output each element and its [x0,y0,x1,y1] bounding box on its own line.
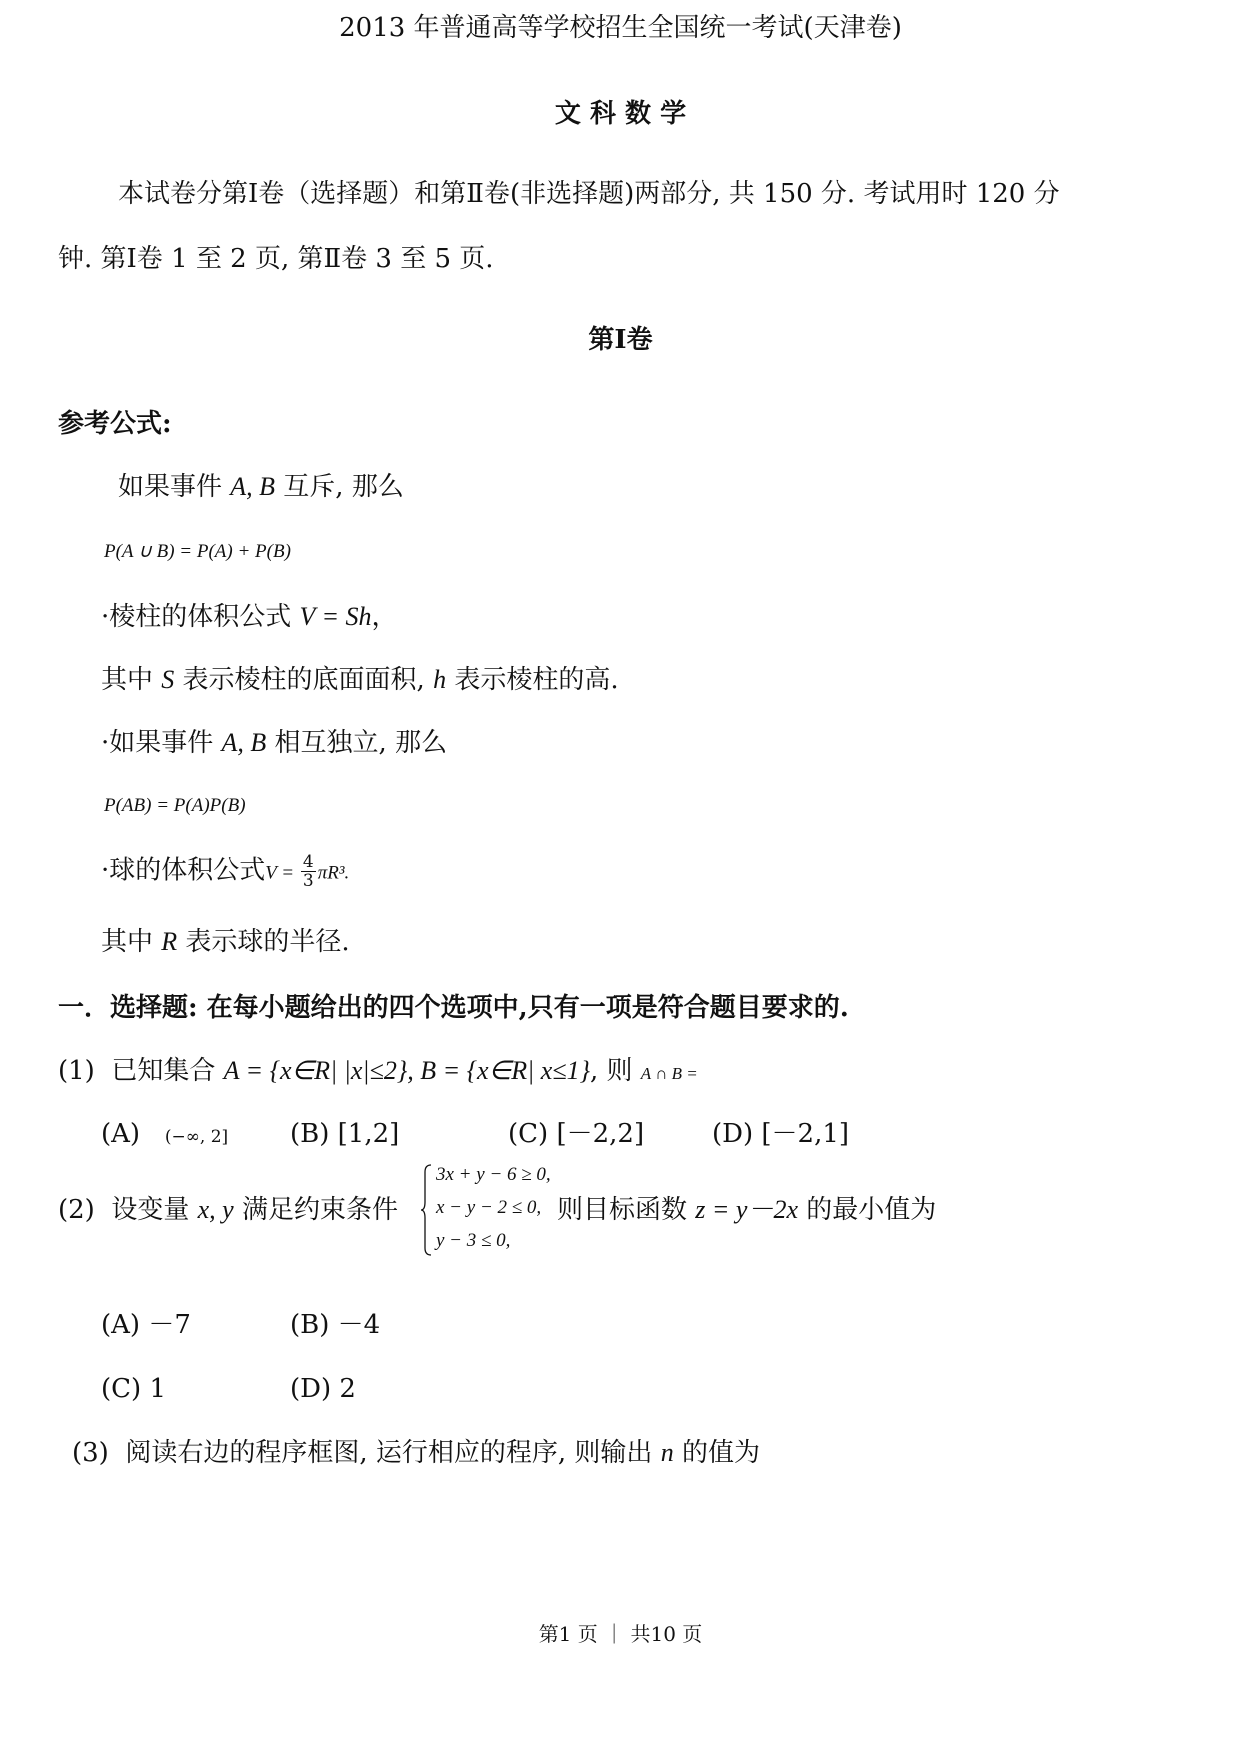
formula-4-text [101,727,447,759]
formula-5-prefix: ·球的体积公式 [101,855,266,886]
formula-1-prefix: 如果事件 [118,472,231,502]
q2-option-d: (D) 2 [290,1374,356,1404]
formula-6-prefix: 其中 [101,927,162,957]
formula-3-mid: 表示棱柱的底面面积, [174,665,434,695]
constraint-3: y − 3 ≤ 0, [436,1230,511,1251]
intro-line-2: 钟. 第Ⅰ卷 1 至 2 页, 第Ⅱ卷 3 至 5 页. [58,244,494,274]
formula-5-rhs: πR³. [317,862,350,884]
formula-4-vars: A, B [221,728,267,757]
formulas-heading: 参考公式: [58,409,172,439]
formula-5-lhs: V = [265,862,299,884]
constraint-1: 3x + y − 6 ≥ 0, [436,1164,551,1185]
part-title: 第Ⅰ卷 [588,325,653,355]
formula-5-numerator: 4 [302,852,314,872]
formula-5-denominator: 3 [302,871,314,891]
question-2-text-c: 则目标函数 [557,1195,696,1225]
formula-1-suffix: 互斥, 那么 [275,472,404,502]
formula-2-text [101,601,398,633]
formula-4-expression: P(AB) = P(A)P(B) [104,795,246,816]
formula-1-expression: P(A ∪ B) = P(A) + P(B) [104,541,291,562]
question-2-objective: z = y－2x [695,1195,799,1224]
formula-2-suffix: ， [371,602,398,632]
section-1-heading: 一．选择题: 在每小题给出的四个选项中,只有一项是符合题目要求的. [58,993,849,1023]
formula-1-text [118,471,404,503]
question-1-text-a: 已知集合 [111,1056,224,1086]
left-brace-icon [420,1164,432,1256]
q1-option-c: (C) [－2,2] [508,1119,645,1149]
formula-6-text [101,926,350,958]
formula-1-vars: A, B [230,472,276,501]
question-2-tail [557,1194,936,1226]
formula-3-s: S [161,665,175,694]
exam-title: 2013 年普通高等学校招生全国统一考试(天津卷) [339,13,902,43]
question-3-text-a: 阅读右边的程序框图, 运行相应的程序, 则输出 [125,1438,661,1468]
constraint-system [420,1164,560,1260]
question-1-number: (1) [58,1056,95,1086]
question-1-sets: A = {x∈R| |x|≤2}, B = {x∈R| x≤1} [223,1056,590,1085]
question-3-number: (3) [72,1438,109,1468]
formula-3-text [101,664,619,696]
formula-2-prefix: ·棱柱的体积公式 [101,602,300,632]
question-3 [72,1437,760,1469]
question-1 [58,1055,698,1090]
formula-3-suffix: 表示棱柱的高. [446,665,619,695]
q2-option-c: (C) 1 [101,1374,166,1404]
question-2-text-d: 的最小值为 [798,1195,937,1225]
question-2-text-b: 满足约束条件 [233,1195,398,1225]
question-2-text-a: 设变量 [111,1195,198,1225]
q2-option-b: (B) －4 [290,1310,381,1340]
question-1-text-b: , 则 [589,1056,641,1086]
formula-3-h: h [433,665,447,694]
formula-2-expression: V = Sh [299,602,372,631]
formula-6-suffix: 表示球的半径. [177,927,350,957]
subject-title: 文 科 数 学 [554,99,687,129]
intro-line-1: 本试卷分第Ⅰ卷（选择题）和第Ⅱ卷(非选择题)两部分, 共 150 分. 考试用时 120 分 [118,179,1060,209]
q2-option-a: (A) －7 [101,1310,191,1340]
q1-option-a-label: (A) [101,1119,141,1149]
constraint-2: x − y − 2 ≤ 0, [436,1197,542,1218]
question-1-tail: A ∩ B = [640,1064,698,1083]
formula-5-text [101,853,349,890]
question-3-var: n [660,1438,674,1467]
q1-option-d: (D) [－2,1] [712,1119,850,1149]
formula-5-fraction [301,853,316,890]
question-2-lead [58,1194,398,1226]
q1-option-a [101,1118,228,1153]
question-2-vars: x, y [197,1195,234,1224]
formula-6-r: R [161,927,178,956]
formula-3-prefix: 其中 [101,665,162,695]
question-3-text-b: 的值为 [673,1438,760,1468]
q1-option-b: (B) [1,2] [290,1119,400,1149]
formula-4-suffix: 相互独立, 那么 [266,728,448,758]
q1-option-a-value: (−∞, 2] [164,1127,229,1147]
page-footer: 第1 页 ｜ 共10 页 [538,1622,703,1646]
formula-4-prefix: ·如果事件 [101,728,222,758]
question-2-number: (2) [58,1195,95,1225]
